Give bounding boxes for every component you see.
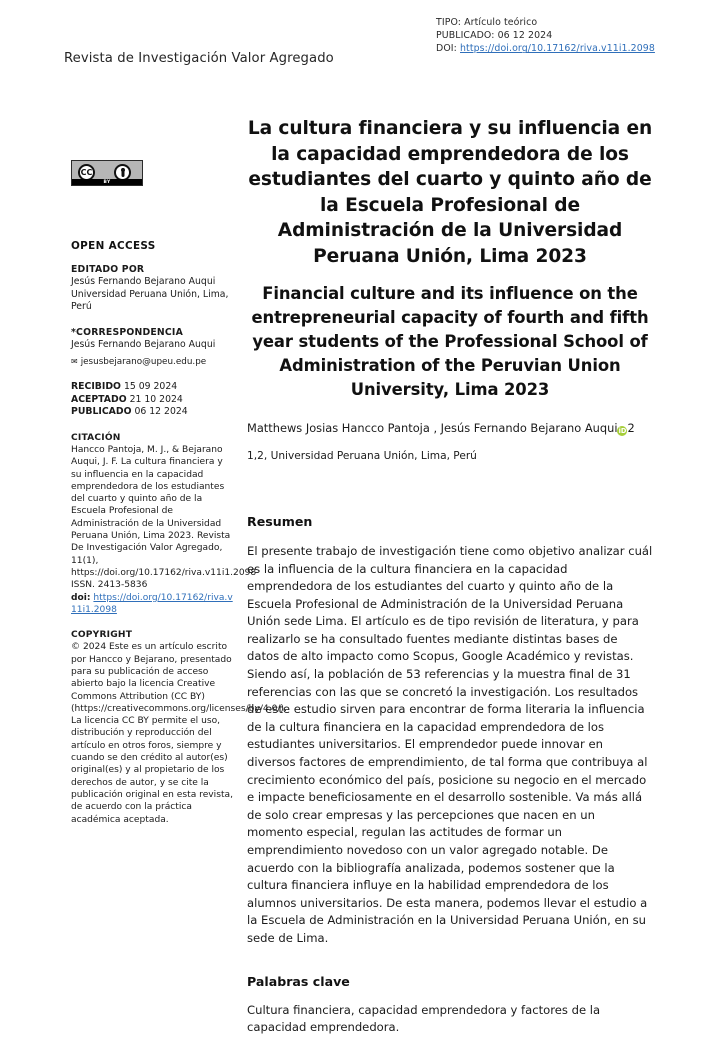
published-date-label: PUBLICADO — [71, 406, 132, 418]
article-type-value: Artículo teórico — [464, 17, 538, 28]
published-value: 06 12 2024 — [497, 30, 553, 42]
envelope-icon: ✉ — [71, 357, 78, 367]
citation-issn: ISSN. 2413-5836 — [71, 580, 148, 591]
orcid-icon[interactable]: iD — [618, 426, 627, 435]
cc-by-badge-icon[interactable] — [71, 160, 143, 186]
author-list — [247, 420, 653, 436]
open-access-label: OPEN ACCESS — [71, 240, 156, 252]
citation-text: Hancco Pantoja, M. J., & Bejarano Auqui, J. F. La cultura financiera y su influencia en la capacidad emprendedora de los estudiantes del cuarto y quinto año de la Escuela Profesional de Administración de la Universidad Peruana Unión, Lima 2023. Revista De Investigación Valor Agregado, 11(1), https://doi.org/10.17162/riva.v11i1.2098 — [71, 444, 257, 578]
cc-logo-icon: CC — [78, 164, 95, 181]
accepted-row — [71, 394, 233, 406]
citation-doi-row — [71, 592, 233, 617]
edited-by-heading: EDITADO POR — [71, 264, 145, 275]
author-affiliation-marker: 2 — [627, 420, 635, 435]
citation-heading: CITACIÓN — [71, 432, 121, 443]
cc-by-label: BY — [103, 180, 111, 185]
accepted-label: ACEPTADO — [71, 393, 127, 405]
received-row — [71, 381, 233, 393]
journal-name: Revista de Investigación Valor Agregado — [64, 51, 334, 66]
correspondence-email: jesusbejarano@upeu.edu.pe — [80, 357, 207, 368]
article-type-row — [436, 16, 706, 29]
citation-block — [71, 432, 257, 616]
published-row — [436, 29, 706, 42]
published-label: PUBLICADO: — [436, 30, 495, 42]
doi-label: DOI: — [436, 43, 457, 55]
abstract-text: El presente trabajo de investigación tiene como objetivo analizar cuál es la influencia de la cultura financiera en la capacidad emprendedora de los estudiantes del cuarto y quinto año de la Escuela Profesional de Administración de la Universidad Peruana Unión sede Lima. El artículo es de tipo revisión de literatura, y para realizarlo se ha consultado fuentes mediante distintas bases de datos de alto impacto como Scopus, Google Académico y revistas. Siendo así, la población de 53 referencias y la muestra final de 31 referencias con las que se concretó la investigación. Los resultados de este estudio sirven para encontrar de forma literaria la influencia de la cultura financiera en la capacidad emprendedora de los estudiantes universitarios. El emprendedor puede innovar en diversos factores de emprendimiento, de tal forma que contribuya al crecimiento económico del país, posicione su negocio en el mercado e impacte beneficiosamente en el desarrollo sostenible. Va más allá de solo crear empresas y las percepciones que nacen en un momento especial, regulan las actitudes de formar un emprendimiento novedoso con un valor agregado notable. De acuerdo con la bibliografía analizada, podemos sostener que la cultura financiera influye en la habilidad emprendedora de los alumnos universitarios. De esta manera, podemos llevar el estudio a la Escuela de Administración en la Universidad Peruana Unión, en su sede de Lima. — [247, 543, 653, 945]
abstract-heading: Resumen — [247, 513, 313, 529]
header-metadata — [436, 16, 706, 56]
citation-doi-label: doi: — [71, 592, 91, 603]
keywords-heading: Palabras clave — [247, 973, 350, 989]
article-type-label: TIPO: — [436, 17, 462, 28]
keywords-text: Cultura financiera, capacidad emprendedora y factores de la capacidad emprendedora. — [247, 1002, 601, 1035]
author-names: Matthews Josias Hancco Pantoja , Jesús Fernando Bejarano Auqui — [247, 420, 618, 435]
article-title-spanish: La cultura financiera y su influencia en la capacidad emprendedora de los estudiantes del cuarto y quinto año de la Escuela Profesional de Administración de la Universidad Peruana Unión, Lima 2023 — [247, 118, 653, 267]
doi-link[interactable]: https://doi.org/10.17162/riva.v11i1.2098 — [460, 43, 655, 55]
article-title-english: Financial culture and its influence on the entrepreneurial capacity of fourth and fifth year students of the Professional School of Administration of the Peruvian Union University, Lima 2023 — [251, 283, 649, 399]
article-main — [247, 104, 653, 1037]
correspondence-name: Jesús Fernando Bejarano Auqui — [71, 339, 216, 351]
edited-by-value: Jesús Fernando Bejarano Auqui Universidad Peruana Unión, Lima, Perú — [71, 276, 229, 313]
dates-block — [71, 381, 233, 418]
copyright-block — [71, 629, 287, 826]
edited-by-block — [71, 264, 233, 314]
correspondence-heading: *CORRESPONDENCIA — [71, 326, 183, 338]
correspondence-block — [71, 327, 233, 369]
citation-doi-link[interactable]: https://doi.org/10.17162/riva.v11i1.2098 — [71, 592, 233, 615]
doi-row — [436, 42, 706, 55]
published-date-value: 06 12 2024 — [134, 406, 188, 418]
copyright-heading: COPYRIGHT — [71, 630, 133, 641]
affiliation-line: 1,2, Universidad Peruana Unión, Lima, Perú — [247, 449, 477, 462]
correspondence-email-row[interactable] — [71, 356, 233, 368]
received-label: RECIBIDO — [71, 381, 121, 393]
accepted-value: 21 10 2024 — [129, 393, 183, 405]
copyright-text: © 2024 Este es un artículo escrito por Hancco y Bejarano, presentado para su publicación de acceso abierto bajo la licencia Creative Commons Attribution (CC BY) (https://creativecommons.org/licenses/by/4.0/). La licencia CC BY permite el uso, distribución y reproducción del artículo en otros foros, siempre y cuando se den crédito al autor(es) original(es) y al propietario de los derechos de autor, y se cite la publicación original en esta revista, de acuerdo con la práctica académica aceptada. — [71, 642, 287, 825]
received-value: 15 09 2024 — [123, 381, 178, 393]
published-date-row — [71, 406, 233, 418]
